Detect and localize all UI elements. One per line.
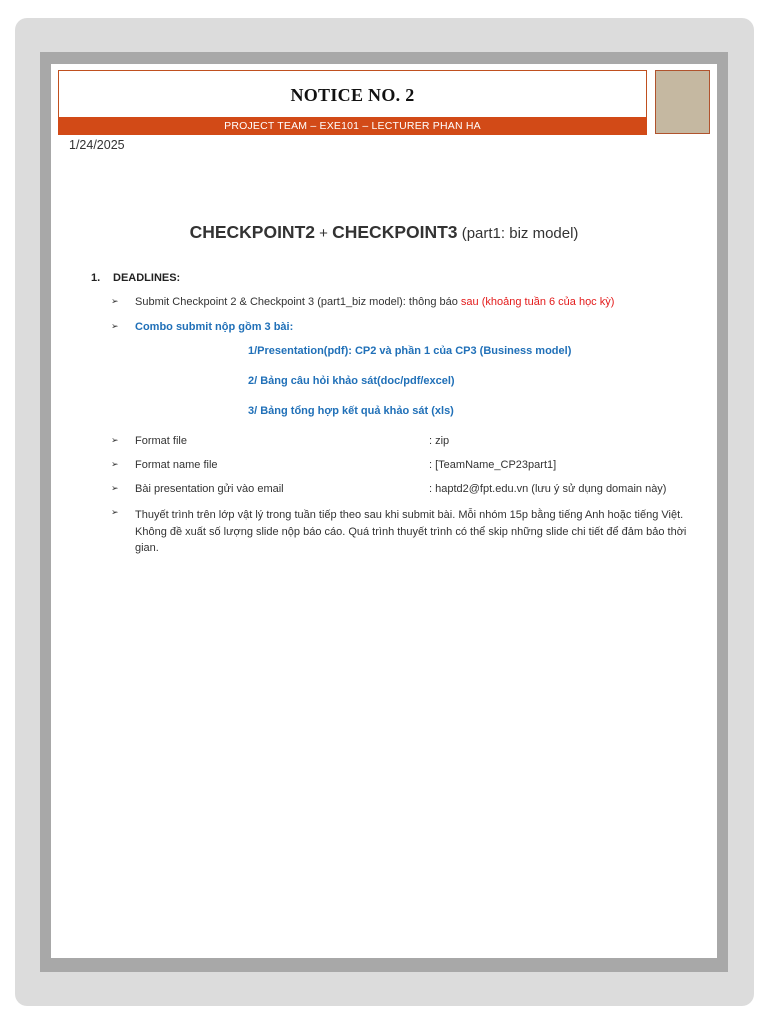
main-title <box>51 222 717 243</box>
bullet-value: : [TeamName_CP23part1] <box>429 459 557 471</box>
title-plus: + <box>315 225 333 242</box>
logo-placeholder <box>655 70 710 134</box>
combo-item: 2/ Bảng câu hỏi khảo sát(doc/pdf/excel) <box>248 375 455 387</box>
combo-item: 3/ Bảng tổng hợp kết quả khảo sát (xls) <box>248 405 454 417</box>
bullet-text: Submit Checkpoint 2 & Checkpoint 3 (part1_biz model): thông báo <box>135 296 461 308</box>
bullet-text: Combo submit nộp gồm 3 bài: <box>135 321 294 333</box>
section-title: DEADLINES: <box>113 272 181 284</box>
title-sub: (part1: biz model) <box>457 225 579 242</box>
title-part2: CHECKPOINT3 <box>332 222 458 242</box>
arrow-bullet-icon: ➢ <box>111 435 119 445</box>
bullet-label: Format file <box>135 435 187 447</box>
arrow-bullet-icon: ➢ <box>111 296 119 306</box>
arrow-bullet-icon: ➢ <box>111 507 119 517</box>
combo-item: 1/Presentation(pdf): CP2 và phần 1 của CP3 (Business model) <box>248 345 572 357</box>
document-page <box>51 64 717 958</box>
arrow-bullet-icon: ➢ <box>111 483 119 493</box>
arrow-bullet-icon: ➢ <box>111 459 119 469</box>
bullet-label: Format name file <box>135 459 218 471</box>
bullet-highlight: sau (khoảng tuần 6 của học kỳ) <box>460 296 615 308</box>
document-date: 1/24/2025 <box>69 138 125 152</box>
section-number: 1. <box>91 272 101 284</box>
presentation-note: Thuyết trình trên lớp vật lý trong tuần tiếp theo sau khi submit bài. Mỗi nhóm 15p bằng tiếng Anh hoặc tiếng Việt. Không đề xuất số lượng slide nộp báo cáo. Quá trình thuyết trình có thể skip những slide chi tiết để đảm bảo thời gian. <box>135 509 687 554</box>
section-heading <box>91 272 180 284</box>
bullet-label: Bài presentation gửi vào email <box>135 483 284 495</box>
notice-subtitle-bar: PROJECT TEAM – EXE101 – LECTURER PHAN HA <box>58 117 647 135</box>
bullet-value: : zip <box>429 435 450 447</box>
bullet-value: : haptd2@fpt.edu.vn (lưu ý sử dụng domain này) <box>429 483 667 495</box>
notice-title: NOTICE NO. 2 <box>290 85 415 105</box>
arrow-bullet-icon: ➢ <box>111 321 119 331</box>
notice-header-box <box>58 70 647 118</box>
title-part1: CHECKPOINT2 <box>189 222 315 242</box>
